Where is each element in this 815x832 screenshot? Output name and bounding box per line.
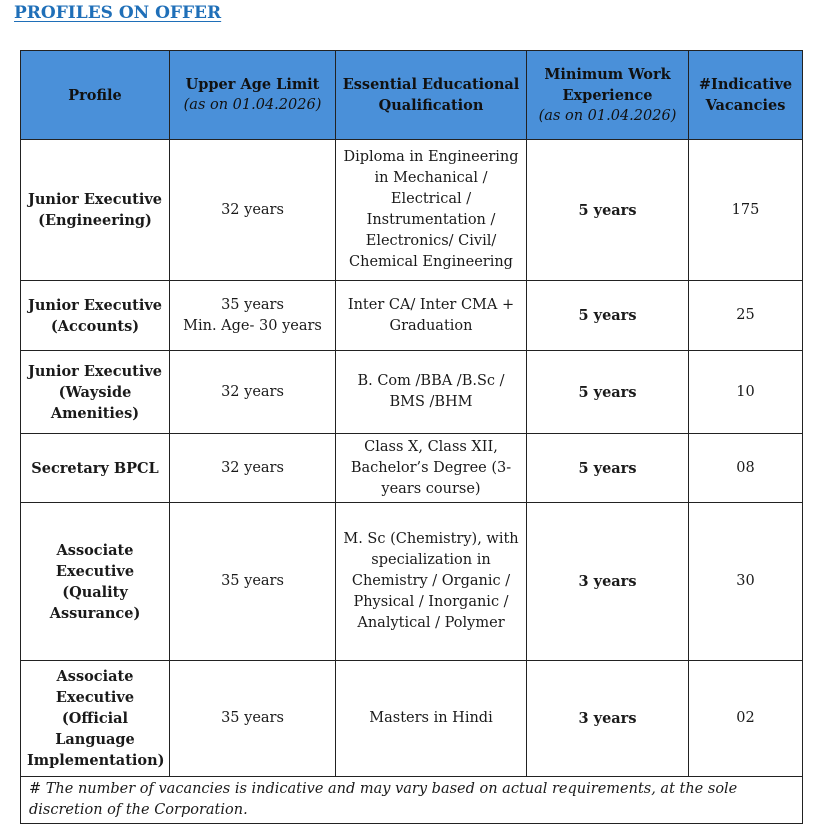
profile-cell: Junior Executive (Wayside Amenities) bbox=[21, 351, 170, 434]
table-row bbox=[21, 661, 803, 777]
age-cell: 32 years bbox=[170, 140, 336, 281]
vacancies-cell: 175 bbox=[689, 140, 803, 281]
header-experience: Minimum Work Experience (as on 01.04.2026) bbox=[527, 51, 689, 140]
page-title: PROFILES ON OFFER bbox=[14, 3, 222, 23]
vacancies-cell: 30 bbox=[689, 503, 803, 661]
footnote: # The number of vacancies is indicative and may vary based on actual requirements, at the sole discretion of the Corporation. bbox=[21, 777, 803, 824]
qualification-cell: Inter CA/ Inter CMA + Graduation bbox=[336, 281, 527, 351]
header-qualification: Essential Educational Qualification bbox=[336, 51, 527, 140]
experience-cell: 5 years bbox=[527, 281, 689, 351]
profile-cell: Secretary BPCL bbox=[21, 434, 170, 503]
table-row bbox=[21, 351, 803, 434]
profile-cell: Junior Executive (Accounts) bbox=[21, 281, 170, 351]
header-age: Upper Age Limit (as on 01.04.2026) bbox=[170, 51, 336, 140]
table-row bbox=[21, 503, 803, 661]
vacancies-cell: 10 bbox=[689, 351, 803, 434]
age-cell: 32 years bbox=[170, 351, 336, 434]
header-profile: Profile bbox=[21, 51, 170, 140]
qualification-cell: Diploma in Engineering in Mechanical / Electrical / Instrumentation / Electronics/ Civil/ Chemical Engineering bbox=[336, 140, 527, 281]
profile-cell: Associate Executive (Official Language Implementation) bbox=[21, 661, 170, 777]
profile-cell: Associate Executive (Quality Assurance) bbox=[21, 503, 170, 661]
qualification-cell: Class X, Class XII, Bachelor’s Degree (3-years course) bbox=[336, 434, 527, 503]
age-cell: 35 years bbox=[170, 661, 336, 777]
experience-cell: 5 years bbox=[527, 351, 689, 434]
qualification-cell: B. Com /BBA /B.Sc / BMS /BHM bbox=[336, 351, 527, 434]
age-cell: 32 years bbox=[170, 434, 336, 503]
experience-cell: 5 years bbox=[527, 434, 689, 503]
header-row bbox=[21, 51, 803, 140]
table-row bbox=[21, 434, 803, 503]
table-row bbox=[21, 281, 803, 351]
table-row bbox=[21, 140, 803, 281]
experience-cell: 3 years bbox=[527, 503, 689, 661]
footnote-row bbox=[21, 777, 803, 824]
age-cell: 35 years bbox=[170, 503, 336, 661]
profiles-table bbox=[20, 50, 803, 824]
experience-cell: 3 years bbox=[527, 661, 689, 777]
qualification-cell: M. Sc (Chemistry), with specialization in Chemistry / Organic / Physical / Inorganic / Analytical / Polymer bbox=[336, 503, 527, 661]
experience-cell: 5 years bbox=[527, 140, 689, 281]
profile-cell: Junior Executive (Engineering) bbox=[21, 140, 170, 281]
vacancies-cell: 08 bbox=[689, 434, 803, 503]
age-cell: 35 years Min. Age- 30 years bbox=[170, 281, 336, 351]
header-vacancies: #Indicative Vacancies bbox=[689, 51, 803, 140]
qualification-cell: Masters in Hindi bbox=[336, 661, 527, 777]
vacancies-cell: 25 bbox=[689, 281, 803, 351]
vacancies-cell: 02 bbox=[689, 661, 803, 777]
